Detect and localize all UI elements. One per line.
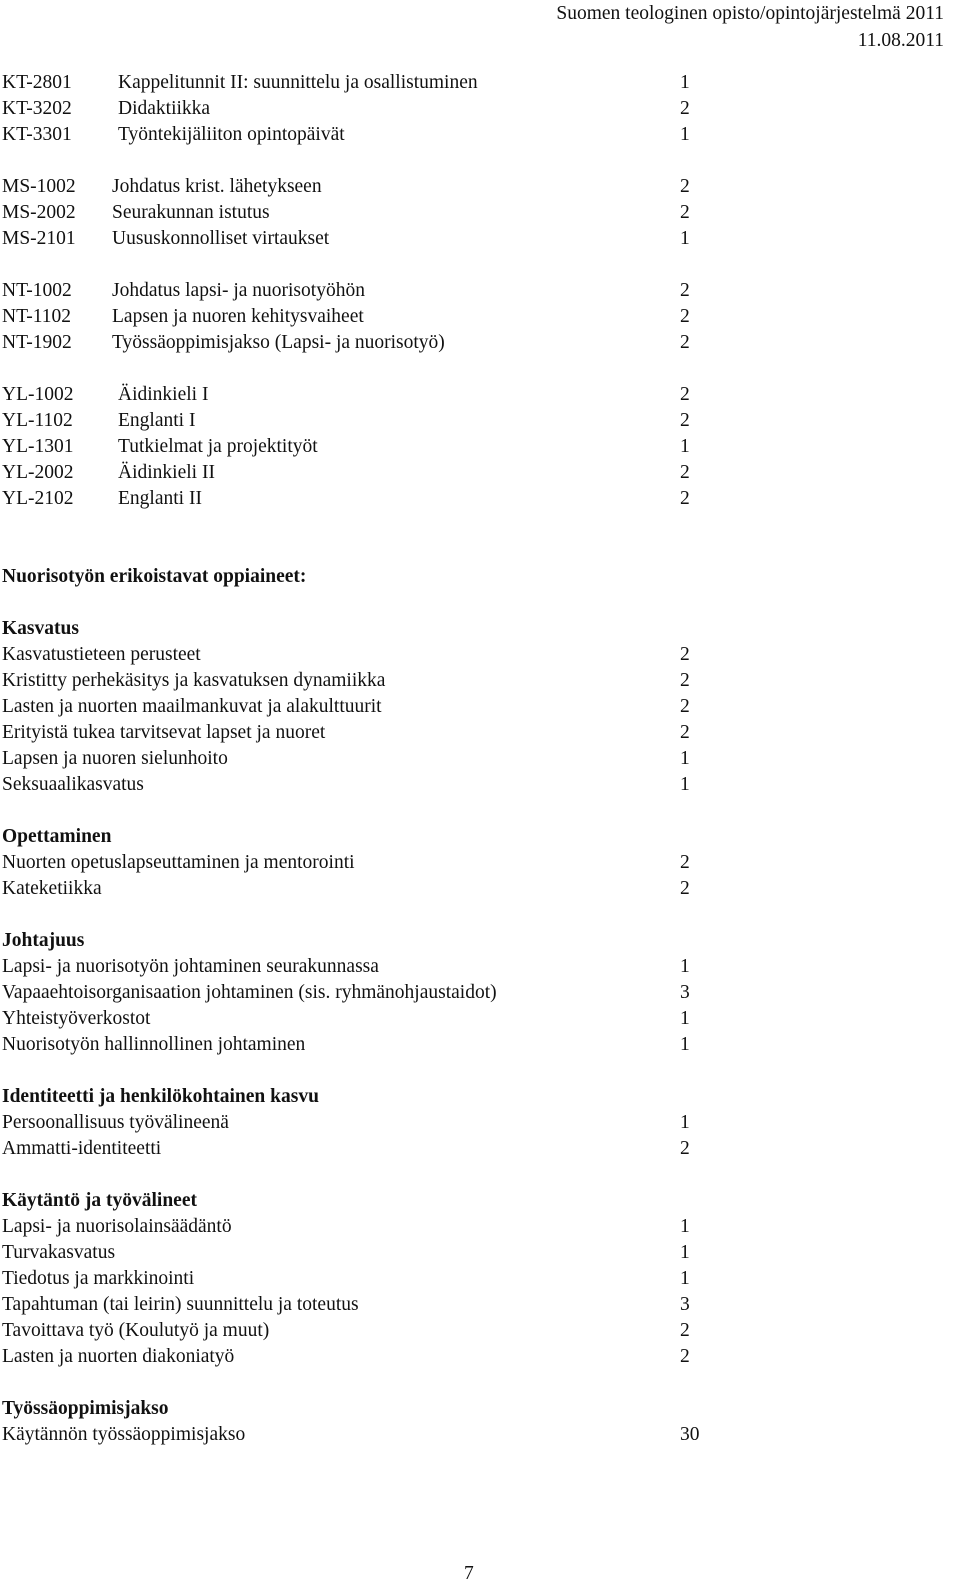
subject-title-text: Opettaminen [2, 826, 112, 847]
subject-item-name: Seksuaalikasvatus [2, 774, 144, 795]
subject-item [0, 1344, 720, 1370]
course-row [0, 122, 720, 148]
course-code: YL-1102 [2, 410, 73, 431]
course-credits: 2 [680, 332, 690, 353]
course-credits: 2 [680, 488, 690, 509]
subject-item-credits: 1 [680, 956, 690, 977]
course-name: Englanti II [118, 488, 202, 509]
subject-title [0, 1084, 720, 1110]
subject-title-text: Identiteetti ja henkilökohtainen kasvu [2, 1086, 319, 1107]
subject-item-name: Kateketiikka [2, 878, 102, 899]
page-header [556, 0, 944, 54]
course-row [0, 408, 720, 434]
course-name: Uususkonnolliset virtaukset [112, 228, 330, 249]
course-credits: 2 [680, 410, 690, 431]
subject-item-name: Vapaaehtoisorganisaation johtaminen (sis. ryhmänohjaustaidot) [2, 982, 497, 1003]
subject-item-name: Persoonallisuus työvälineenä [2, 1112, 229, 1133]
subject-item [0, 1214, 720, 1240]
course-name: Englanti I [118, 410, 196, 431]
subject-item-name: Tapahtuman (tai leirin) suunnittelu ja toteutus [2, 1294, 359, 1315]
subject-item [0, 694, 720, 720]
subject-item-name: Kasvatustieteen perusteet [2, 644, 201, 665]
subject-item [0, 642, 720, 668]
course-code: YL-2102 [2, 488, 74, 509]
course-code: MS-2101 [2, 228, 76, 249]
subject-item-credits: 2 [680, 1138, 690, 1159]
subject-item-credits: 2 [680, 696, 690, 717]
subject-item [0, 1292, 720, 1318]
subject-item-credits: 2 [680, 878, 690, 899]
course-name: Seurakunnan istutus [112, 202, 270, 223]
subject-item-name: Lapsi- ja nuorisotyön johtaminen seurakunnassa [2, 956, 379, 977]
subject-item-credits: 1 [680, 1242, 690, 1263]
subject-item-credits: 3 [680, 1294, 690, 1315]
subject-item-name: Lapsi- ja nuorisolainsäädäntö [2, 1216, 232, 1237]
subject-item [0, 980, 720, 1006]
course-credits: 1 [680, 124, 690, 145]
course-row [0, 460, 720, 486]
subject-item [0, 1240, 720, 1266]
course-name: Työssäoppimisjakso (Lapsi- ja nuorisotyö) [112, 332, 445, 353]
course-row [0, 330, 720, 356]
course-credits: 1 [680, 436, 690, 457]
subject-item-name: Yhteistyöverkostot [2, 1008, 151, 1029]
subject-title-text: Kasvatus [2, 618, 79, 639]
subject-item [0, 1110, 720, 1136]
subject-item [0, 1006, 720, 1032]
course-code: MS-2002 [2, 202, 76, 223]
course-code: KT-3202 [2, 98, 72, 119]
course-row [0, 278, 720, 304]
course-code: MS-1002 [2, 176, 76, 197]
course-credits: 1 [680, 228, 690, 249]
subject-item-name: Ammatti-identiteetti [2, 1138, 162, 1159]
subject-title [0, 928, 720, 954]
subject-item [0, 720, 720, 746]
subject-item-credits: 2 [680, 1346, 690, 1367]
course-credits: 2 [680, 384, 690, 405]
subject-item-credits: 1 [680, 1112, 690, 1133]
course-row [0, 70, 720, 96]
subject-item-credits: 1 [680, 1216, 690, 1237]
course-code: NT-1902 [2, 332, 72, 353]
course-name: Äidinkieli II [118, 462, 215, 483]
course-row [0, 226, 720, 252]
subject-item-credits: 1 [680, 774, 690, 795]
subject-item-credits: 2 [680, 722, 690, 743]
subject-item-credits: 1 [680, 1034, 690, 1055]
course-name: Työntekijäliiton opintopäivät [118, 124, 345, 145]
course-row [0, 434, 720, 460]
section-heading-text: Nuorisotyön erikoistavat oppiaineet: [2, 566, 307, 587]
document-body [0, 70, 720, 1448]
course-code: NT-1002 [2, 280, 72, 301]
course-credits: 2 [680, 176, 690, 197]
course-credits: 2 [680, 280, 690, 301]
subject-title-text: Työssäoppimisjakso [2, 1398, 169, 1419]
section-heading [0, 564, 720, 590]
course-credits: 1 [680, 72, 690, 93]
subject-item-name: Lasten ja nuorten diakoniatyö [2, 1346, 235, 1367]
course-name: Äidinkieli I [118, 384, 209, 405]
subject-item [0, 850, 720, 876]
subject-item-credits: 3 [680, 982, 690, 1003]
subject-item-name: Nuorten opetuslapseuttaminen ja mentorointi [2, 852, 355, 873]
course-credits: 2 [680, 202, 690, 223]
subject-item-name: Kristitty perhekäsitys ja kasvatuksen dynamiikka [2, 670, 386, 691]
course-code: YL-1002 [2, 384, 74, 405]
subject-item-credits: 1 [680, 748, 690, 769]
subject-item-name: Lapsen ja nuoren sielunhoito [2, 748, 228, 769]
course-row [0, 304, 720, 330]
subject-item-credits: 30 [680, 1424, 700, 1445]
course-name: Tutkielmat ja projektityöt [118, 436, 318, 457]
course-name: Kappelitunnit II: suunnittelu ja osallistuminen [118, 72, 478, 93]
header-title: Suomen teologinen opisto/opintojärjestelmä 2011 [556, 3, 944, 24]
subject-item-name: Turvakasvatus [2, 1242, 116, 1263]
subject-item [0, 954, 720, 980]
subject-item-credits: 1 [680, 1268, 690, 1289]
course-row [0, 174, 720, 200]
subject-item-name: Käytännön työssäoppimisjakso [2, 1424, 246, 1445]
subject-item-credits: 2 [680, 670, 690, 691]
subject-title-text: Käytäntö ja työvälineet [2, 1190, 197, 1211]
course-row [0, 382, 720, 408]
subject-item [0, 746, 720, 772]
subject-title [0, 616, 720, 642]
subject-title [0, 1396, 720, 1422]
subject-item [0, 1422, 720, 1448]
course-code: KT-2801 [2, 72, 72, 93]
subject-item [0, 1032, 720, 1058]
course-credits: 2 [680, 306, 690, 327]
subject-title [0, 824, 720, 850]
course-code: KT-3301 [2, 124, 72, 145]
subject-item-credits: 1 [680, 1008, 690, 1029]
subject-item-credits: 2 [680, 852, 690, 873]
subject-item-name: Erityistä tukea tarvitsevat lapset ja nuoret [2, 722, 326, 743]
subject-item-credits: 2 [680, 644, 690, 665]
subject-item-name: Lasten ja nuorten maailmankuvat ja alakulttuurit [2, 696, 382, 717]
subject-item-name: Tiedotus ja markkinointi [2, 1268, 195, 1289]
course-row [0, 200, 720, 226]
subject-item [0, 1266, 720, 1292]
subject-item [0, 1318, 720, 1344]
course-code: NT-1102 [2, 306, 71, 327]
subject-item [0, 668, 720, 694]
course-credits: 2 [680, 462, 690, 483]
subject-item-credits: 2 [680, 1320, 690, 1341]
course-name: Lapsen ja nuoren kehitysvaiheet [112, 306, 364, 327]
course-name: Johdatus lapsi- ja nuorisotyöhön [112, 280, 365, 301]
course-credits: 2 [680, 98, 690, 119]
subject-item-name: Nuorisotyön hallinnollinen johtaminen [2, 1034, 306, 1055]
course-name: Johdatus krist. lähetykseen [112, 176, 322, 197]
page-number: 7 [464, 1563, 474, 1584]
course-row [0, 96, 720, 122]
course-code: YL-1301 [2, 436, 74, 457]
subject-item [0, 772, 720, 798]
subject-title [0, 1188, 720, 1214]
header-date: 11.08.2011 [857, 30, 944, 51]
subject-title-text: Johtajuus [2, 930, 85, 951]
subject-item [0, 1136, 720, 1162]
course-name: Didaktiikka [118, 98, 211, 119]
course-code: YL-2002 [2, 462, 74, 483]
subject-item [0, 876, 720, 902]
subject-item-name: Tavoittava työ (Koulutyö ja muut) [2, 1320, 270, 1341]
course-row [0, 486, 720, 512]
